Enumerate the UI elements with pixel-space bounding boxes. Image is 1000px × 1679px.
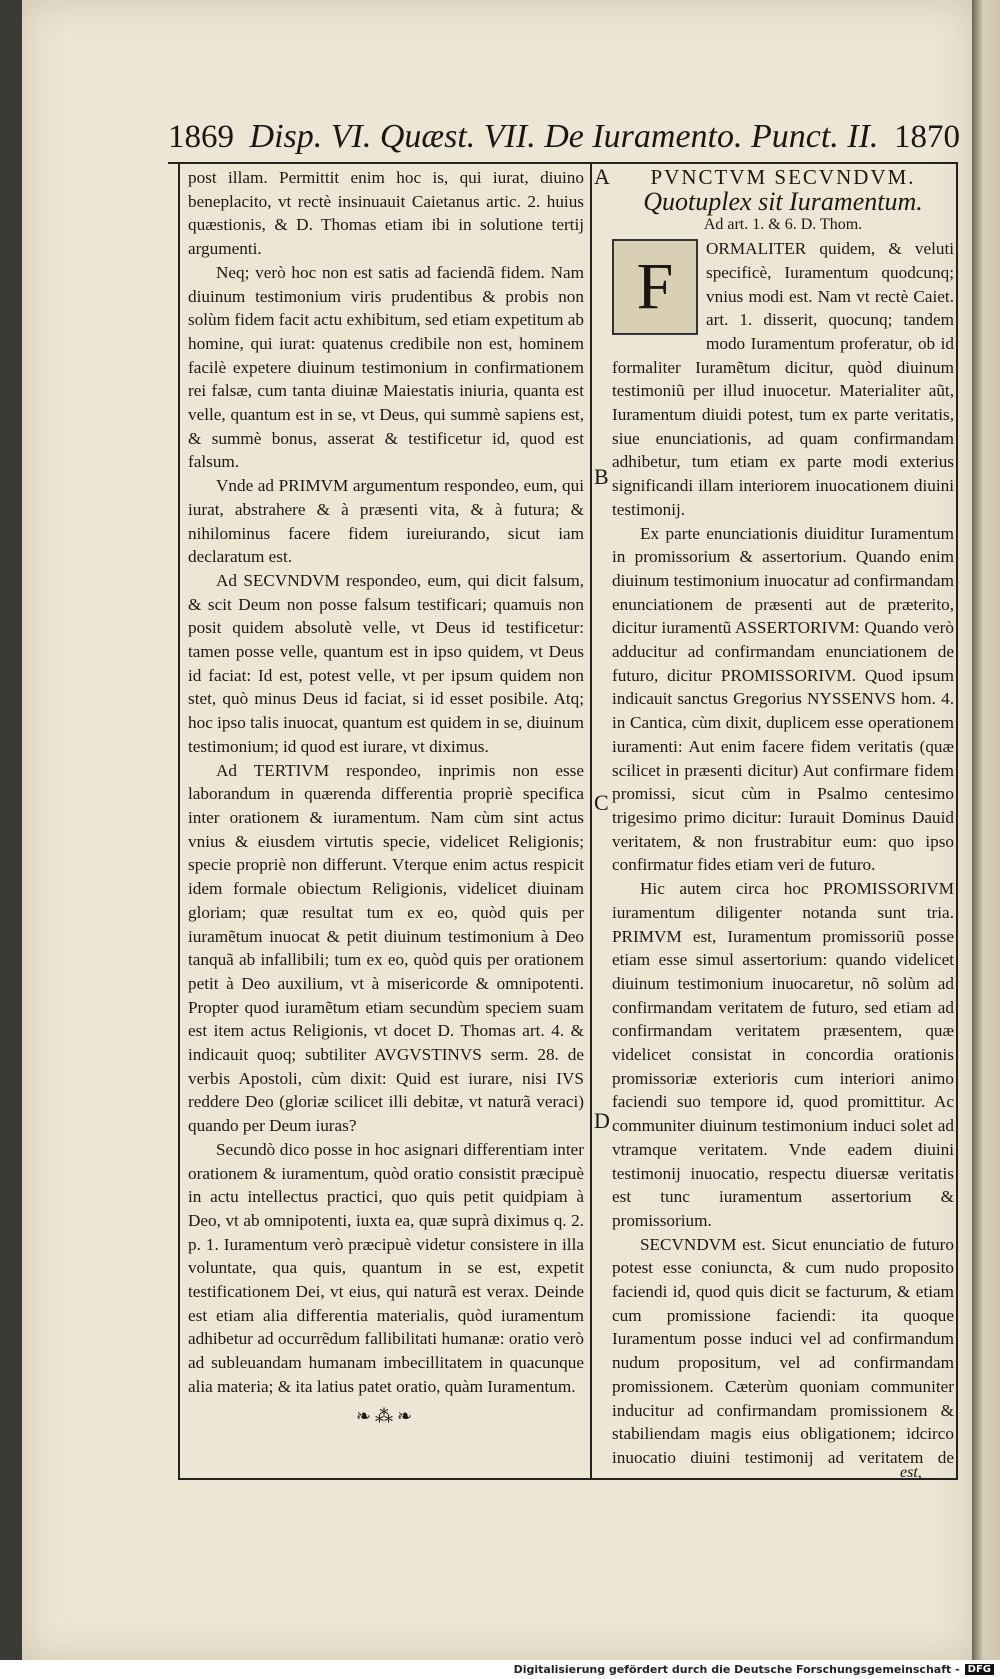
decorated-initial: F bbox=[612, 239, 698, 335]
section-heading: PVNCTVM SECVNDVM. bbox=[650, 166, 916, 189]
left-page-number: 1869 bbox=[168, 119, 234, 155]
section-reference: Ad art. 1. & 6. D. Thom. bbox=[703, 216, 863, 234]
left-paragraph: Vnde ad PRIMVM argumentum respondeo, eum, qui iurat, abstrahere & à præsenti vita, & à futura; & nihilominus facere fidem iureiurando, sicut iam declaratum est. bbox=[188, 476, 584, 567]
footer-credit: Digitalisierung gefördert durch die Deutsche Forschungsgemeinschaft - bbox=[513, 1663, 960, 1676]
scan-background bbox=[0, 0, 22, 1660]
margin-letter-a: A bbox=[594, 164, 610, 189]
left-column bbox=[188, 166, 584, 1466]
section-subheading: Quotuplex sit Iuramentum. bbox=[643, 186, 923, 216]
column-divider bbox=[590, 162, 592, 1480]
right-paragraph: ORMALITER quidem, & veluti specificè, Iuramentum quodcunq; vnius modi est. Nam vt rectè Caiet. art. 1. disserit, quocunq; tandem modo Iuramentum proferatur, ob id formaliter Iuramẽtum dicitur, quòd diuinum testimoniũ per illud inuocetur. Materialiter aũt, Iuramentum diuidi potest, tum ex parte veritatis, siue enunciationis, ad quam confirmandam adhibetur, tum etiam ex parte modi exterius significandi illam interiorem inuocationem diuini testimonij. bbox=[612, 239, 954, 519]
left-paragraph: Neq; verò hoc non est satis ad faciendã fidem. Nam diuinum testimonium viris prudentibus & probis non solùm fidem facit actu exhibitum, sed etiam expetitum ab homine, qui iurat: quatenus credibile non est, hominem facilè expetere diuinum testimonium in confirmationem rei falsæ, cum tanta diuinæ Maiestatis iniuria, quanta est velle, quantum est in se, vt Deus, qui summè sapiens est, & summè bonus, asserat & testificetur id, quod est falsum. bbox=[188, 262, 584, 472]
right-paragraph: Hic autem circa hoc PROMISSORIVM iuramentum diligenter notanda sunt tria. PRIMVM est, Iuramentum promissoriũ posse etiam esse simul assertorium: quando videlicet diuinum testimonium inuocaretur, nõ solùm ad confirmandam veritatem de futuro, sed etiam ad confirmandam veritatem præsentem, quæ videlicet consistat in concordia orationis promissoriæ exterioris cum interiori animo faciendi suo tempore id, quod promittitur. Ac communiter diuinum testimonium induci solet ad vtramque veritatem. Vnde eadem diuini testimonij inuocatio, respectu diuersæ veritatis est tunc iuramentum assertorium & promissorium. bbox=[612, 879, 954, 1230]
digitization-footer bbox=[0, 1660, 1000, 1679]
dfg-logo: DFG bbox=[965, 1664, 994, 1675]
running-title: Disp. VI. Quæst. VII. De Iuramento. Punct. II. bbox=[249, 118, 879, 155]
right-page-number: 1870 bbox=[893, 119, 960, 155]
end-ornament: ❧⁂❧ bbox=[355, 1405, 417, 1426]
left-paragraph: post illam. Permittit enim hoc is, qui iurat, diuino beneplacito, vt rectè insinuauit Caietanus artic. 2. huius quæstionis, & D. Thomas etiam ibi in solutione tertij argumenti. bbox=[188, 168, 584, 259]
left-paragraph: Ad TERTIVM respondeo, inprimis non esse laborandum in quærenda differentia propriè specifica inter orationem & iuramentum. Nam cùm sint actus vnius & eiusdem virtutis specie, videlicet Religionis; specie propriè non differunt. Vterque enim actus respicit idem formale obiectum Religionis, videlicet diuinam gloriam; quæ resultat tum ex eo, quòd quis per iuramẽtum inuocat & petit diuinum testimonium à Deo tanquã ab infallibili; tum ex eo, quòd quis per orationem petit à Deo auxilium, vt à misericorde & omnipotenti. Propter quod iuramẽtum etiam secundùm speciem suam est item actus Religionis, vt docet D. Thomas art. 4. & indicauit quoq; subtiliter AVGVSTINVS serm. 28. de verbis Apostoli, cùm dixit: Quid est iurare, nisi IVS reddere Deo (gloriæ scilicet illi debitæ, vt naturã veraci) quando per Deum iuras? bbox=[188, 760, 584, 1136]
catchword: est, bbox=[900, 1464, 922, 1481]
margin-letter-d: D bbox=[594, 1108, 610, 1133]
left-paragraph: Secundò dico posse in hoc asignari differentiam inter orationem & iuramentum, quòd oratio consistit præcipuè in actu intellectus practici, quo quis petit quidpiam à Deo, vt ab omnipotenti, iuxta ea, quæ suprà diximus q. 2. p. 1. Iuramentum verò præcipuè videtur consistere in illa voluntate, qua quis, quantum in se est, expetit testificationem Dei, vt eius, qui naturã est verax. Deinde est etiam alia differentia materialis, quòd iuramentum adhibetur ad occurrẽdum fallibilitati humanæ: oratio verò ad subleuandam humanam imbecillitatem in quacunque alia materia; & ita latius patet oratio, quàm Iuramentum. bbox=[188, 1139, 584, 1396]
running-header bbox=[168, 118, 960, 158]
facing-page-edge bbox=[972, 0, 1000, 1660]
right-column bbox=[612, 166, 954, 1471]
right-paragraph: Ex parte enunciationis diuiditur Iuramentum in promissorium & assertorium. Quando enim diuinum testimonium inuocatur ad confirmandam enunciationem de præsenti aut de præterito, dicitur iuramentũ ASSERTORIVM: Quando verò adducitur ad confirmandam enunciationem de futuro, dicitur PROMISSORIVM. Quod ipsum indicauit sanctus Gregorius NYSSENVS hom. 4. in Cantica, cùm dixit, duplicem esse operationem iuramenti: Aut enim facere fidem veritatis (quæ scilicet in præsenti dicitur) Aut confirmare fidem promissi, sicut cùm in Psalmo centesimo trigesimo primo dicitur: Iurauit Dominus Dauid veritatem, & non frustrabitur eum: quo ipso confirmatur fides etiam veri de futuro. bbox=[612, 523, 954, 875]
right-paragraph: SECVNDVM est. Sicut enunciatio de futuro potest esse coniuncta, & cum nudo proposito faciendi id, quod quis dicit se facturum, & etiam cum promissione faciendi: ita quoque Iuramentum posse induci vel ad confirmandum nudum propositum, vel ad confirmandam promissionem. Cæterùm quoniam communiter inducitur ad confirmandam promissionem & stabiliendam magis eius obligationem; idcirco inuocatio diuini testimonij ad veritatem de bbox=[612, 1234, 954, 1467]
margin-letter-c: C bbox=[594, 790, 609, 815]
margin-letter-b: B bbox=[594, 464, 609, 489]
left-paragraph: Ad SECVNDVM respondeo, eum, qui dicit falsum, & scit Deum non posse falsum testificari; quamuis non posit quidem absolutè velle, vt Deus id testificetur: tamen posse velle, quantum est in ipso quidem, vt Deus id faciat: Id est, potest velle, vt per ipsum quidem non stet, quò minus Deus id faciat, si id esset posibile. Atq; hoc ipso talis inuocat, quantum est quidem in se, diuinum testimonium; id quod est iurare, vt diximus. bbox=[188, 570, 584, 756]
